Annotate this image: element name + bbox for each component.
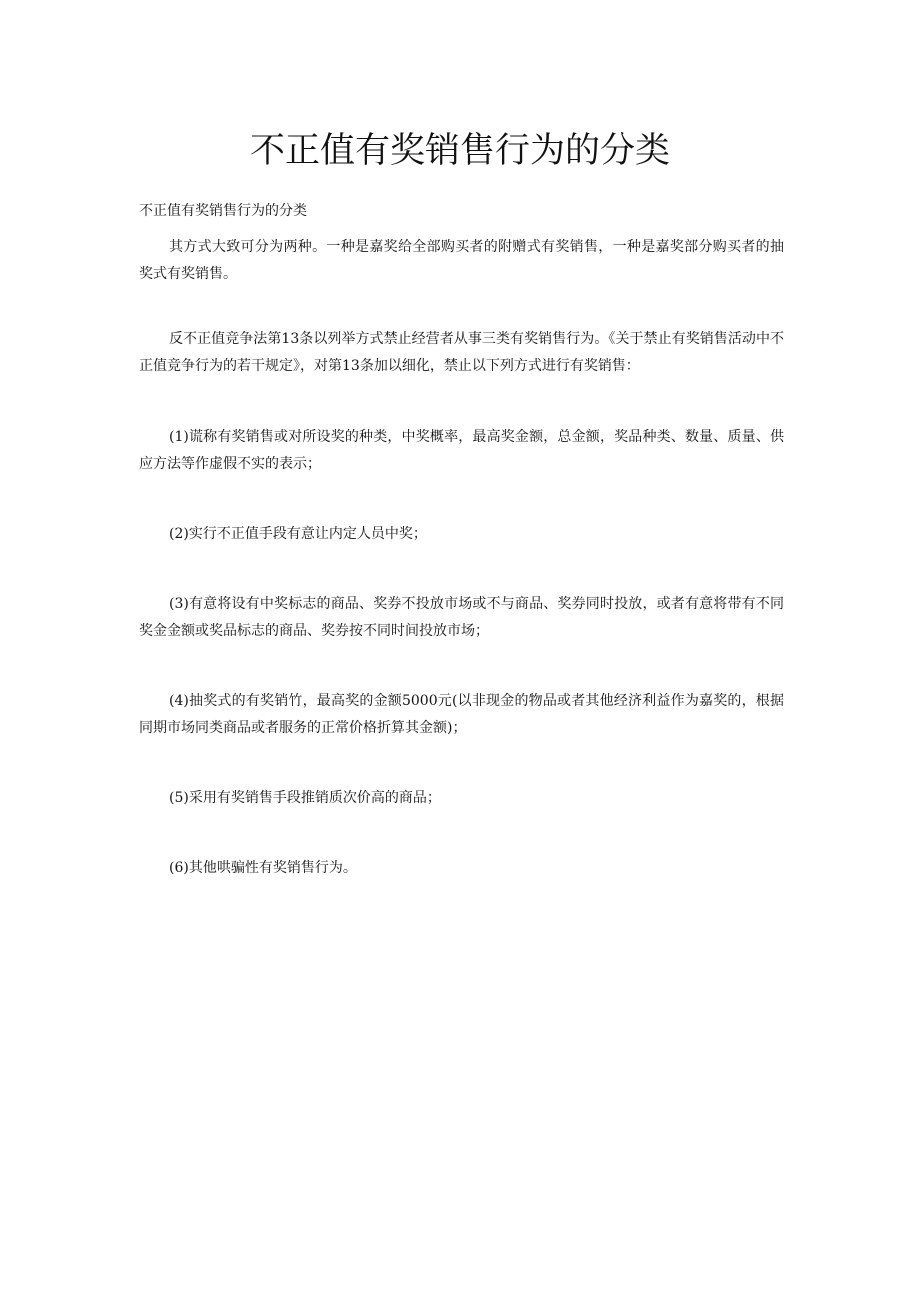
paragraph-intro: 其方式大致可分为两种。一种是嘉奖给全部购买者的附赠式有奖销售，一种是嘉奖部分购买者的抽奖式有奖销售。 [139, 239, 784, 282]
document-subtitle: 不正值有奖销售行为的分类 [139, 203, 307, 219]
paragraph-item-5: (5)采用有奖销售手段推销质次价高的商品； [169, 790, 441, 806]
paragraph-item-6: (6)其他哄骗性有奖销售行为。 [169, 860, 357, 876]
document-title: 不正值有奖销售行为的分类 [249, 131, 670, 171]
paragraph-item-4: (4)抽奖式的有奖销竹，最高奖的金额5000元(以非现金的物品或者其他经济利益作为嘉奖的，根据同期市场同类商品或者服务的正常价格折算其金额)； [139, 693, 784, 736]
paragraph-item-1: (1)谎称有奖销售或对所设奖的种类，中奖概率，最高奖金额，总金额，奖品种类、数量、质量、供应方法等作虚假不实的表示； [139, 429, 784, 472]
paragraph-law: 反不正值竞争法第13条以列举方式禁止经营者从事三类有奖销售行为。《关于禁止有奖销售活动中不正值竞争行为的若干规定》，对第13条加以细化，禁止以下列方式进行有奖销售： [139, 331, 784, 374]
paragraph-item-2: (2)实行不正值手段有意让内定人员中奖； [169, 526, 427, 542]
paragraph-item-3: (3)有意将设有中奖标志的商品、奖券不投放市场或不与商品、奖券同时投放，或者有意将带有不同奖金金额或奖品标志的商品、奖券按不同时间投放市场； [139, 596, 784, 639]
